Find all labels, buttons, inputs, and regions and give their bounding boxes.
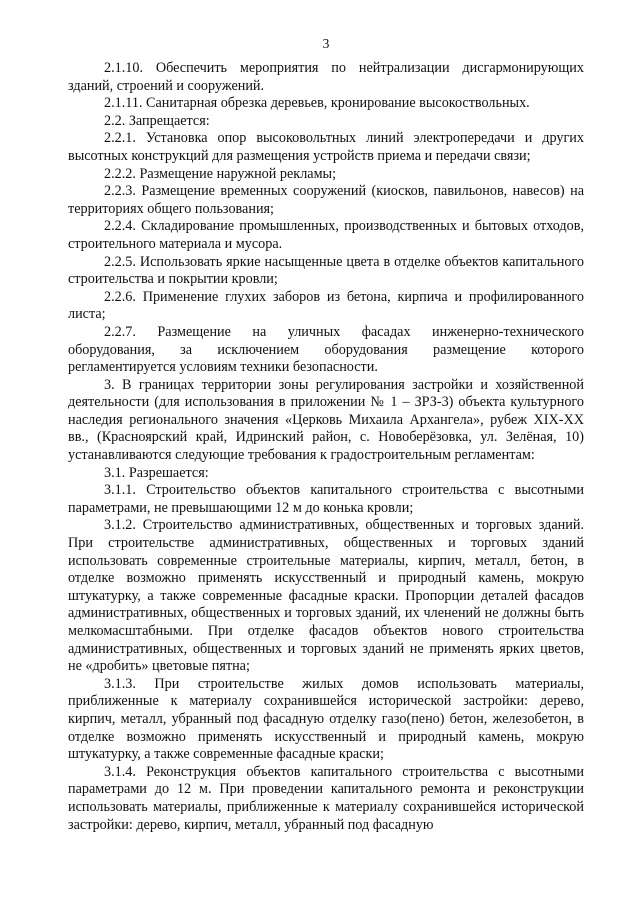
document-body [68, 60, 584, 834]
paragraph-2-2-4: 2.2.4. Складирование промышленных, производственных и бытовых отходов, строительного материала и мусора. [68, 218, 584, 252]
paragraph-3-1-2: 3.1.2. Строительство административных, общественных и торговых зданий. При строительстве административных, общественных и торговых зданий использовать современные строительные материалы, кирпич, металл, бетон, в отделке возможно применять искусственный и природный камень, мокрую штукатурку, а также современные фасадные краски. Пропорции деталей фасадов административных, общественных и торговых зданий, их членений не должны быть мелкомасштабными. При отделке фасадов объектов нового строительства административных, общественных и торговых зданий не применять ярких цветов, не «дробить» цветовые пятна; [68, 517, 584, 675]
paragraph-3-1-4: 3.1.4. Реконструкция объектов капитального строительства с высотными параметрами до 12 м. При проведении капитального ремонта и реконструкции использовать материалы, приближенные к материалу сохранившейся исторической застройки: дерево, кирпич, металл, убранный под фасадную [68, 763, 584, 833]
paragraph-2-2-1: 2.2.1. Установка опор высоковольтных линий электропередачи и других высотных конструкций для размещения устройств приема и передачи связи; [68, 130, 584, 164]
paragraph-2-2-7: 2.2.7. Размещение на уличных фасадах инженерно-технического оборудования, за исключением оборудования размещение которого регламентируется условиям техники безопасности. [68, 323, 584, 376]
paragraph-2-2-5: 2.2.5. Использовать яркие насыщенные цвета в отделке объектов капитального строительства и покрытии кровли; [68, 253, 584, 288]
page-number: 3 [322, 36, 330, 51]
paragraph-2-2-2: 2.2.2. Размещение наружной рекламы; [104, 165, 337, 182]
document-page [68, 0, 584, 905]
paragraph-2-1-10: 2.1.10. Обеспечить мероприятия по нейтрализации дисгармонирующих зданий, строений и сооружений. [68, 60, 584, 94]
paragraph-3-1-1: 3.1.1. Строительство объектов капитального строительства с высотными параметрами, не превышающими 12 м до конька кровли; [68, 482, 584, 516]
paragraph-2-2-heading: 2.2. Запрещается: [104, 112, 210, 129]
paragraph-2-1-11: 2.1.11. Санитарная обрезка деревьев, кронирование высокоствольных. [104, 95, 530, 112]
paragraph-3-1-heading: 3.1. Разрешается: [104, 464, 209, 481]
paragraph-3: 3. В границах территории зоны регулирования застройки и хозяйственной деятельности (для использования в приложении № 1 – ЗРЗ-3) объекта культурного наследия регионального значения «Церковь Михаила Архангела», рубеж XIX-XX вв., (Красноярский край, Идринский район, с. Новоберёзовка, ул. Зелёная, 10) устанавливаются следующие требования к градостроительным регламентам: [68, 376, 584, 464]
paragraph-2-2-6: 2.2.6. Применение глухих заборов из бетона, кирпича и профилированного листа; [68, 288, 584, 323]
paragraph-2-2-3: 2.2.3. Размещение временных сооружений (киосков, павильонов, навесов) на территориях общего пользования; [68, 183, 584, 217]
paragraph-3-1-3: 3.1.3. При строительстве жилых домов использовать материалы, приближенные к материалу сохранившейся исторической застройки: дерево, кирпич, металл, убранный под фасадную отделку газо(пено) бетон, железобетон, в отделке возможно применять искусственный и природный камень, мокрую штукатурку, а также современные фасадные краски; [68, 675, 584, 763]
